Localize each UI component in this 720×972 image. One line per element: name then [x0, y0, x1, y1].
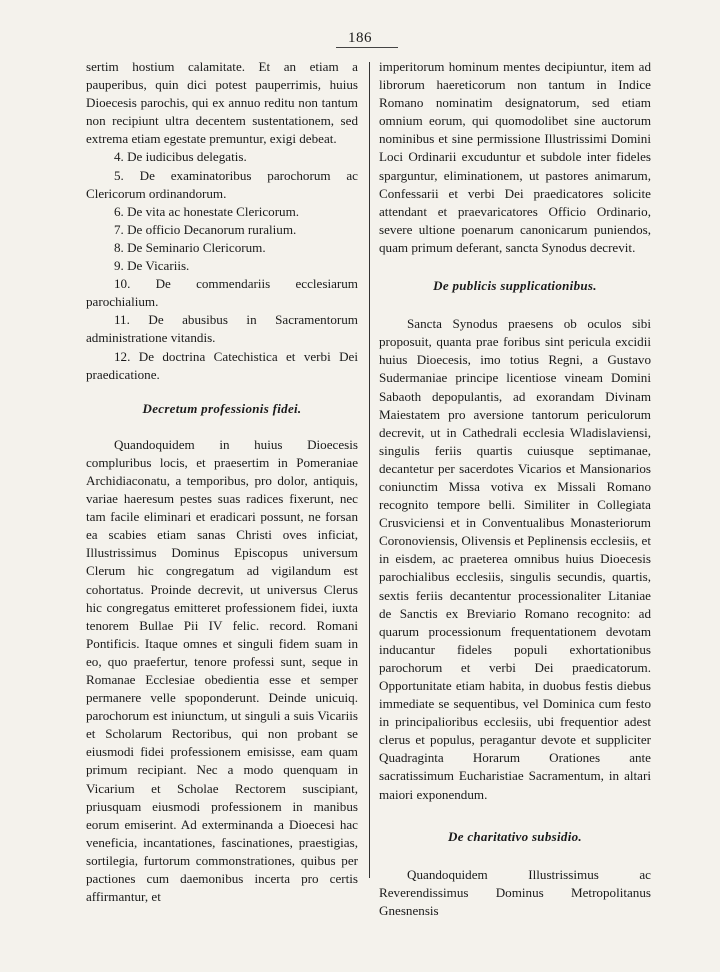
list-item: 8. De Seminario Clericorum.: [114, 239, 266, 255]
list-item: 9. De Vicariis.: [114, 258, 190, 274]
list-item: 10. De commendariis ecclesiarum parochialium.: [86, 276, 358, 310]
page-number-underline: [336, 47, 398, 48]
list-item: 5. De examinatoribus parochorum ac Clericorum ordinandorum.: [86, 167, 358, 201]
section-heading-supplications: De publicis supplicationibus.: [433, 278, 597, 294]
decree-body: Quandoquidem in huius Dioecesis compluribus locis, et praesertim in Pomeraniae Archidiaconatu, a temporibus, pro dolor, antiquis, variae haeresum pestes suas radices fixerunt, nec tam facile eliminari et eradicari possunt, ne forsan ea scabies etiam sanas Christi oves inficiat, Illustrissimus Dominus Episcopus universum Clerum hic congregatum ad vigilandum est cohortatus. Proinde decrevit, ut universus Clerus hic congregatus emitteret professionem fidei, iuxta tenorem Bullae Pii IV felic. record. Romani Pontificis. Itaque omnes et singuli fidem suam in eo, quo praefertur, tenore professi sunt, seque in Romanae Ecclesiae obedientia esse et semper permanere velle spoponderunt. Deinde unicuiq. parochorum est iniunctum, ut singuli a suis Vicariis et Scholarum Rectoribus, qui non probant se eiusmodi fidei professionem emisisse, eam quam primum recipiant. Nec a modo quenquam in Vicarium et Scholae Rectorem suscipiant, priusquam eiusmodi professionem in manibus eorum emiserint. Ad exterminanda a Dioecesi hac veneficia, incantationes, fascinationes, praestigias, sortilegia, furtorum commonstrationes, quibus per pactiones cum daemonibus incerta pro certis affirmantur, et: [86, 436, 358, 905]
list-item: 4. De iudicibus delegatis.: [114, 149, 247, 165]
list-item: 7. De officio Decanorum ruralium.: [114, 221, 297, 237]
subsidy-body: Quandoquidem Illustrissimus ac Reverendissimus Dominus Metropolitanus Gnesnensis: [379, 866, 651, 918]
supplications-body: Sancta Synodus praesens ob oculos sibi proposuit, quanta prae foribus sint pericula excidii huius Dioecesis, imo totius Regni, a Gustavo Sudermaniae principe licentiose vineam Domini Sabaoth depopulantis, ad exorandam Divinam Maiestatem pro aversione tantorum periculorum decrevit, ut in Cathedrali ecclesia Wladislaviensi, singulis feriis quartis cuiusque septimanae, decantetur per sacerdotes Vicarios et Mansionarios coniunctim Missa votiva ex Missali Romano recognito tempore belli. Similiter in Collegiata Crusviciensi et in Conventualibus Monasteriorum Coronoviensis, Olivensis et Peplinensis ecclesiis, et in eisdem, ac praeterea omnibus huius Dioecesis parochialibus ecclesiis, singulis secundis, quartis, sextis feriis decantentur processionaliter Litaniae de Sanctis ex Breviario Romano recognito: ad quarum processionum frequentationem devotam inducantur fideles populi exhortationibus parochorum et verbi Dei praedicatorum. Opportunitate etiam habita, in duobus festis diebus immediate se sequentibus, vel Dominica cum festo in principalioribus ecclesiis, ubi frequentior adest clerus et populus, peragantur devote et suppliciter Quadraginta Horarum Orationes ante sacratissimum Eucharistiae Sacramentum, in altari maiori exponendum.: [379, 316, 651, 802]
list-item: 11. De abusibus in Sacramentorum administratione vitandis.: [86, 312, 358, 346]
list-item: 12. De doctrina Catechistica et verbi Dei praedicatione.: [86, 348, 358, 382]
right-column: [379, 58, 651, 920]
section-heading-subsidy: De charitativo subsidio.: [448, 828, 582, 844]
page-number: 186: [348, 30, 372, 46]
column-divider: [369, 62, 370, 878]
left-column: [86, 58, 358, 906]
continuation-paragraph: imperitorum hominum mentes decipiuntur, item ad librorum haereticorum non tantum in Indice Romano nominatim designatorum, sed etiam omnium eorum, qui quomodolibet sine auctorum nominibus et sine permissione Illustrissimi Domini Loci Ordinarii excuduntur et subdole inter fideles sparguntur, eliminationem, ut pastores animarum, Confessarii et verbi Dei praedicatores solicite attendant et praevaricatores Officio Ordinario, severe ultione poenarum canonicarum puniendos, quam primum deferant, sancta Synodus decrevit.: [379, 59, 651, 255]
section-heading-decretum: Decretum professionis fidei.: [142, 400, 302, 416]
intro-paragraph: sertim hostium calamitate. Et an etiam a pauperibus, quin dici potest pauperrimis, huius Dioecesis parochis, qui ex annuo reditu non tantum non recipiunt ultra decentem sustentationem, sed extrema etiam egestate premuntur, exigi debeat.: [86, 59, 358, 147]
list-item: 6. De vita ac honestate Clericorum.: [114, 203, 300, 219]
